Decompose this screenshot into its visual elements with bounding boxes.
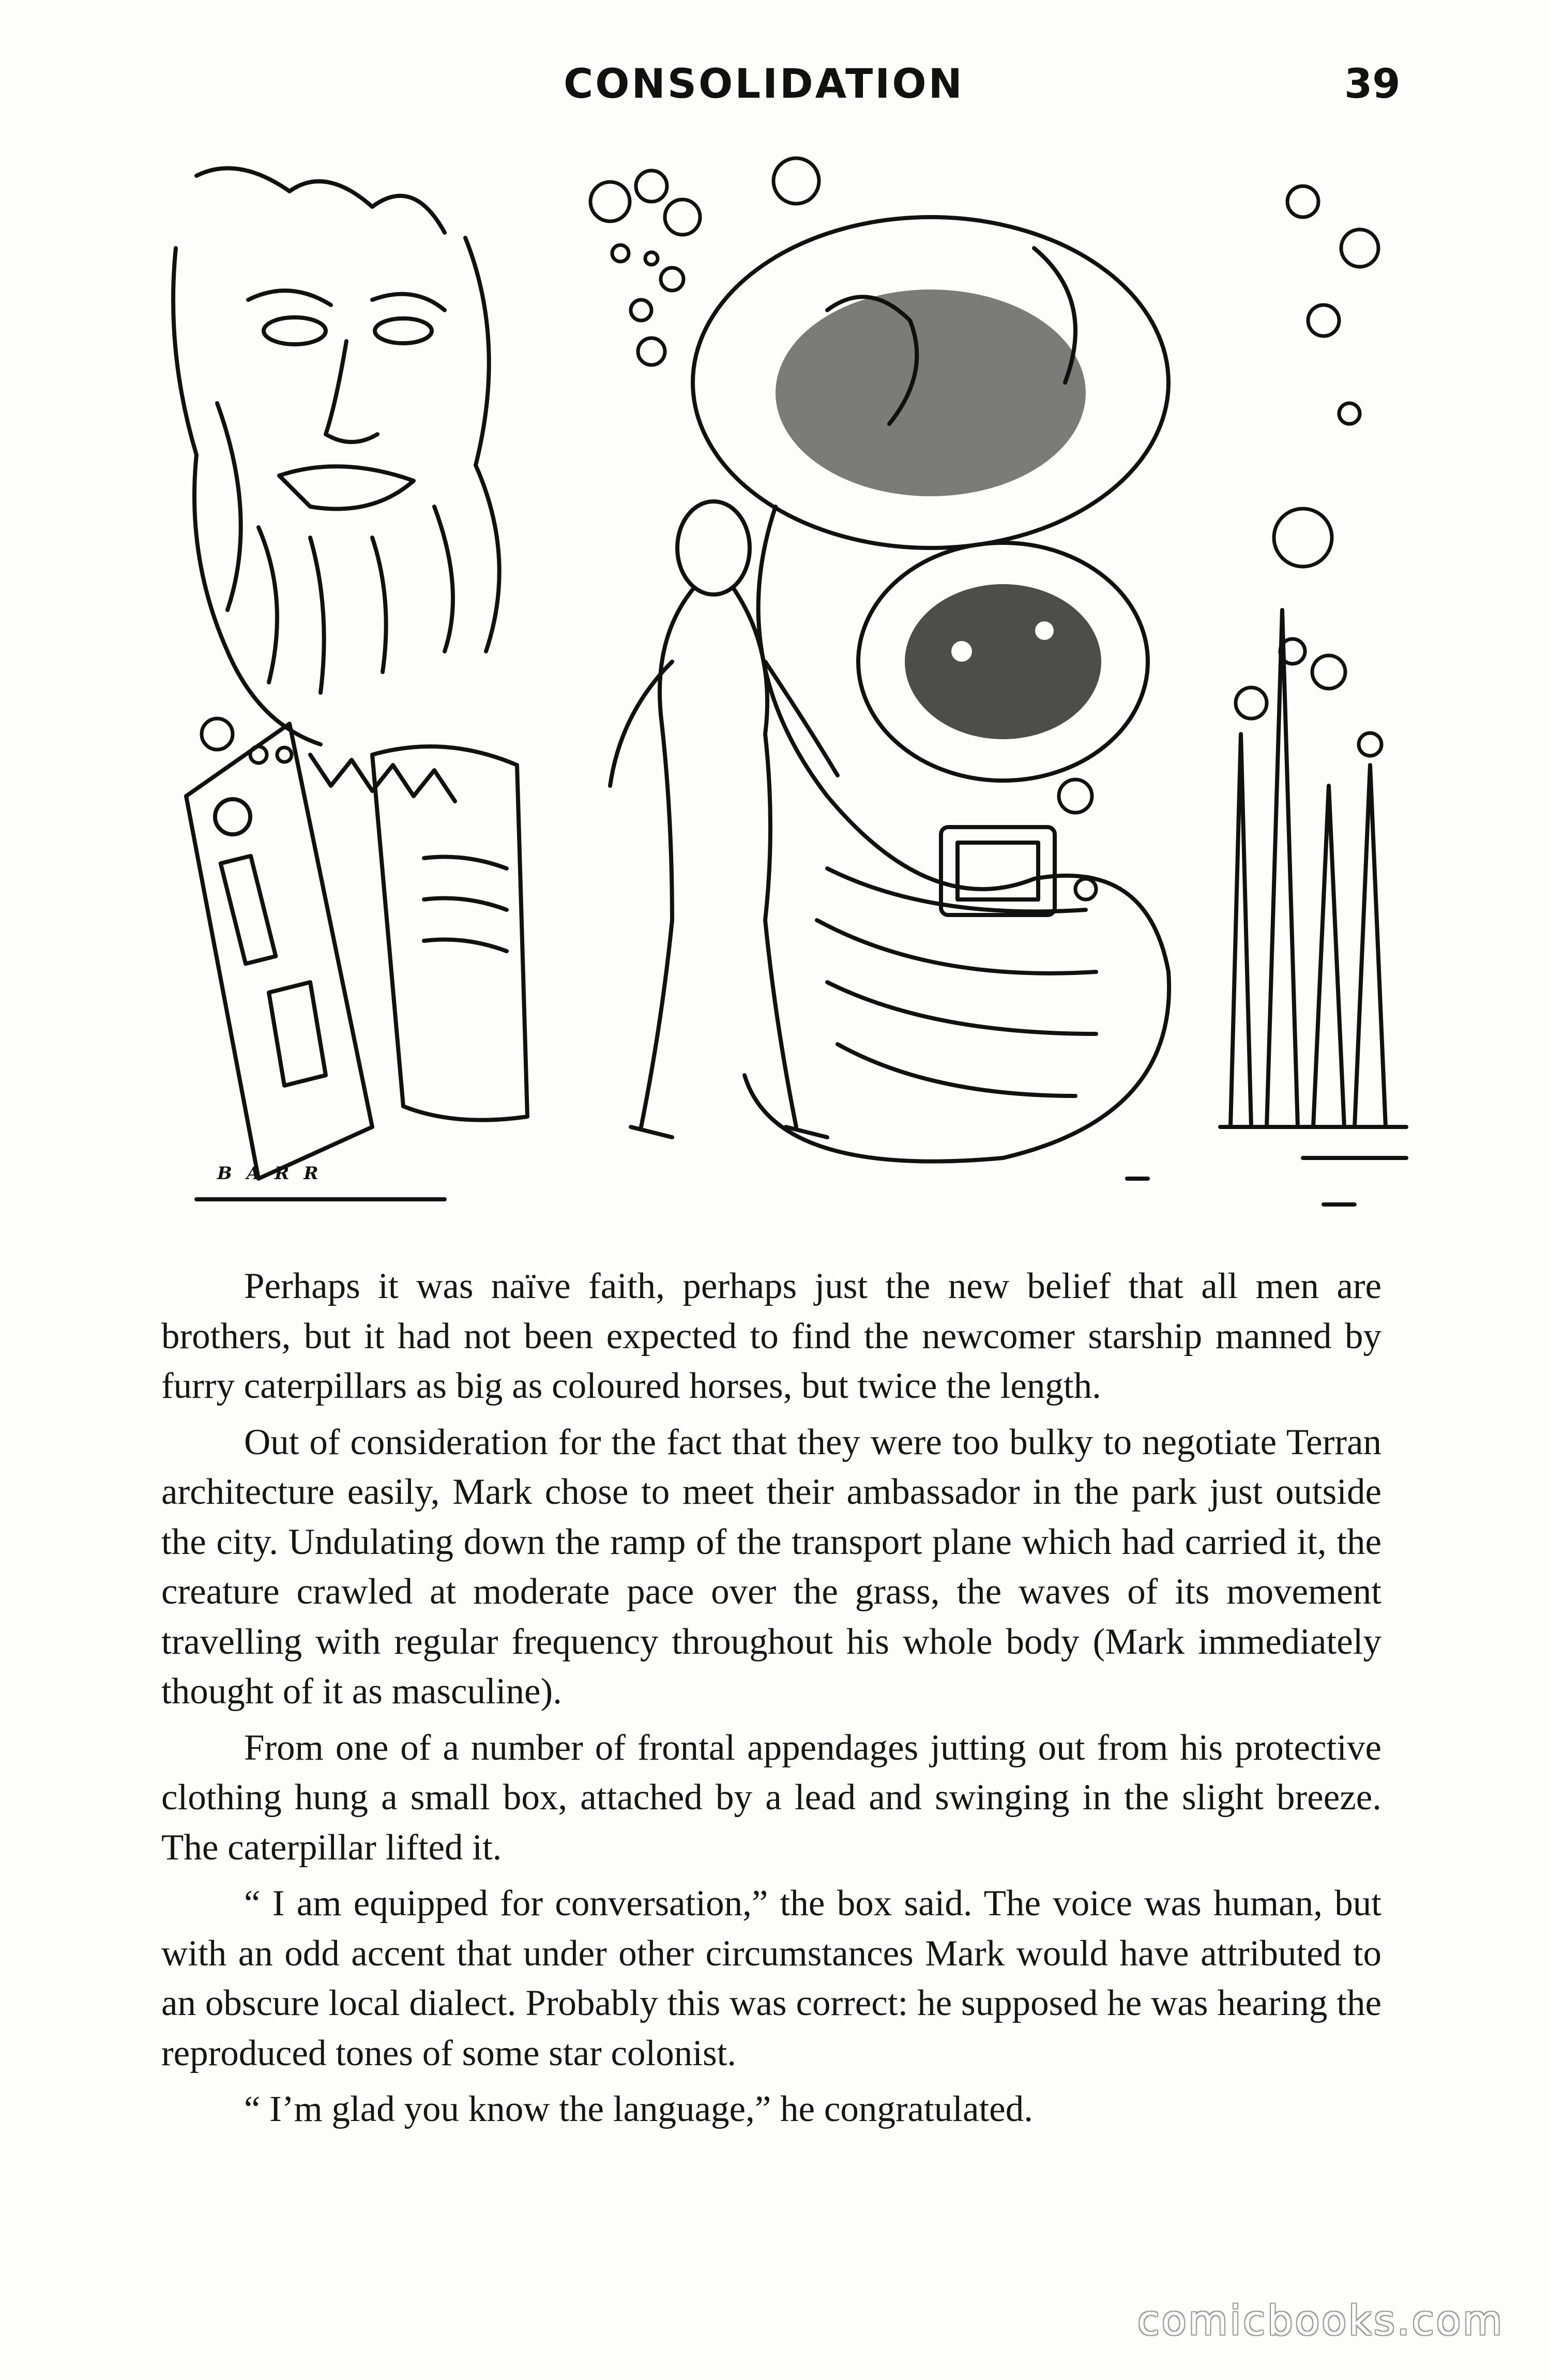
body-text (161, 1261, 1381, 2141)
illustration (155, 145, 1417, 1210)
bubbles-drawing (202, 158, 1381, 899)
man-figure-drawing (610, 501, 838, 1137)
paragraph: “ I am equipped for conversation,” the box said. The voice was human, but with an odd accent that under other circumstances Mark would have attributed to an obscure local dialect. Probably this was correct: he supposed he was hearing the reproduced tones of some star colonist. (161, 1883, 1381, 2073)
running-head (0, 61, 1549, 123)
giant-face-drawing (173, 168, 499, 744)
artist-signature: BARR (217, 1163, 333, 1184)
paragraph: “ I’m glad you know the language,” he congratulated. (244, 2089, 1033, 2129)
illustration-drawing (155, 145, 1417, 1210)
paragraph: Out of consideration for the fact that they were too bulky to negotiate Terran architecture easily, Mark chose to meet their ambassador in the park just outside the city. Undulating down the ramp of the transport plane which had carried it, the creature crawled at moderate pace over the grass, the waves of its movement travelling with regular frequency throughout his whole body (Mark immediately thought of it as masculine). (161, 1422, 1381, 1712)
control-panel-drawing (186, 724, 527, 1179)
paragraph: Perhaps it was naïve faith, perhaps just the new belief that all men are brothers, but it had not been expected to find the newcomer starship manned by furry caterpillars as big as coloured horses, but twice the length. (161, 1266, 1381, 1406)
chapter-title: CONSOLIDATION (564, 61, 964, 108)
paragraph: From one of a number of frontal appendages jutting out from his protective clothing hung a small box, attached by a lead and swinging in the slight breeze. The caterpillar lifted it. (161, 1727, 1381, 1868)
page-number: 39 (1344, 61, 1401, 108)
watermark: comicbooks.com (1137, 2298, 1505, 2344)
spires-drawing (1220, 610, 1406, 1158)
